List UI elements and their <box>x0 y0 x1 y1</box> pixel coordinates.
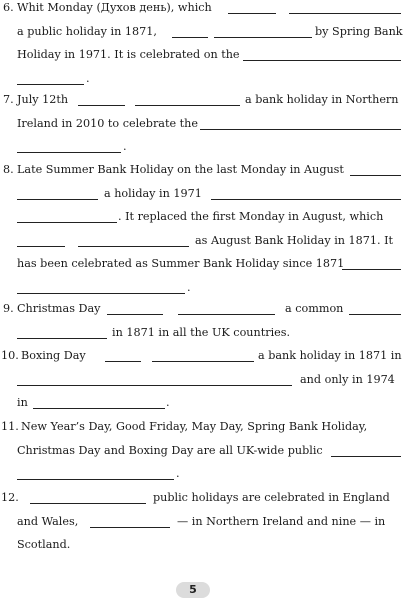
answer-blank[interactable] <box>17 222 117 223</box>
answer-blank[interactable] <box>17 385 292 386</box>
answer-blank[interactable] <box>289 13 401 14</box>
item-text: has been celebrated as Summer Bank Holiday since 1871 <box>17 257 345 271</box>
item-number: 12. <box>1 491 19 504</box>
item-number: 8. <box>3 163 14 176</box>
item-text: and only in 1974 <box>300 372 395 386</box>
answer-blank[interactable] <box>78 246 189 247</box>
item-text: by Spring Bank <box>315 24 403 38</box>
item-text: . <box>123 140 127 154</box>
answer-blank[interactable] <box>17 479 174 480</box>
item-number: 11. <box>1 420 19 433</box>
answer-blank[interactable] <box>17 338 107 339</box>
answer-blank[interactable] <box>178 314 275 315</box>
answer-blank[interactable] <box>17 246 65 247</box>
answer-blank[interactable] <box>214 37 312 38</box>
exercise-item-11 <box>0 415 403 486</box>
answer-blank[interactable] <box>90 527 170 528</box>
page-number: 5 <box>176 582 210 598</box>
item-text: public holidays are celebrated in England <box>153 491 390 504</box>
item-text: . <box>86 71 90 85</box>
exercise-item-8 <box>0 158 403 300</box>
item-text: — in Northern Ireland and nine — in <box>177 514 386 528</box>
answer-blank[interactable] <box>331 456 401 457</box>
answer-blank[interactable] <box>17 293 185 294</box>
answer-blank[interactable] <box>211 199 401 200</box>
exercise-item-7 <box>0 88 403 159</box>
answer-blank[interactable] <box>135 105 240 106</box>
item-text: July 12th <box>17 93 69 106</box>
exercise-item-10 <box>0 344 403 415</box>
answer-blank[interactable] <box>17 152 121 153</box>
answer-blank[interactable] <box>350 175 401 176</box>
answer-blank[interactable] <box>342 269 401 270</box>
item-number: 9. <box>3 302 14 315</box>
item-text: a bank holiday in 1871 in <box>258 349 402 362</box>
answer-blank[interactable] <box>228 13 276 14</box>
answer-blank[interactable] <box>243 60 401 61</box>
item-text: Late Summer Bank Holiday on the last Monday in August <box>17 163 344 176</box>
item-text: Holiday in 1971. It is celebrated on the <box>17 48 240 62</box>
item-text: a public holiday in 1871, <box>17 24 157 38</box>
item-text: Boxing Day <box>21 349 86 362</box>
answer-blank[interactable] <box>107 314 163 315</box>
item-text: . <box>187 280 191 294</box>
answer-blank[interactable] <box>349 314 401 315</box>
item-number: 7. <box>3 93 14 106</box>
answer-blank[interactable] <box>78 105 125 106</box>
answer-blank[interactable] <box>30 503 146 504</box>
item-number: 10. <box>1 349 19 362</box>
answer-blank[interactable] <box>17 199 98 200</box>
answer-blank[interactable] <box>17 84 84 85</box>
item-text: . It replaced the first Monday in August, which <box>118 210 384 224</box>
item-text: in <box>17 396 28 410</box>
answer-blank[interactable] <box>105 361 141 362</box>
exercise-item-9 <box>0 297 403 344</box>
answer-blank[interactable] <box>33 408 165 409</box>
item-text: Scotland. <box>17 538 71 552</box>
item-number: 6. <box>3 1 14 14</box>
item-text: a holiday in 1971 <box>104 186 202 200</box>
item-text: and Wales, <box>17 514 79 528</box>
item-text: Whit Monday (Духов день), which <box>17 1 212 14</box>
exercise-item-6 <box>0 0 403 90</box>
item-text: Ireland in 2010 to celebrate the <box>17 116 198 130</box>
item-text: . <box>166 396 170 410</box>
item-text: Christmas Day <box>17 302 101 315</box>
item-text: Christmas Day and Boxing Day are all UK-wide public <box>17 443 323 457</box>
item-text: a common <box>285 302 344 315</box>
item-text: a bank holiday in Northern <box>245 93 399 106</box>
answer-blank[interactable] <box>152 361 254 362</box>
answer-blank[interactable] <box>200 129 401 130</box>
exercise-item-12 <box>0 486 403 557</box>
item-text: New Year’s Day, Good Friday, May Day, Spring Bank Holiday, <box>21 420 368 433</box>
item-text: as August Bank Holiday in 1871. It <box>195 233 394 247</box>
item-text: . <box>176 467 180 481</box>
answer-blank[interactable] <box>172 37 208 38</box>
item-text: in 1871 in all the UK countries. <box>112 325 291 339</box>
